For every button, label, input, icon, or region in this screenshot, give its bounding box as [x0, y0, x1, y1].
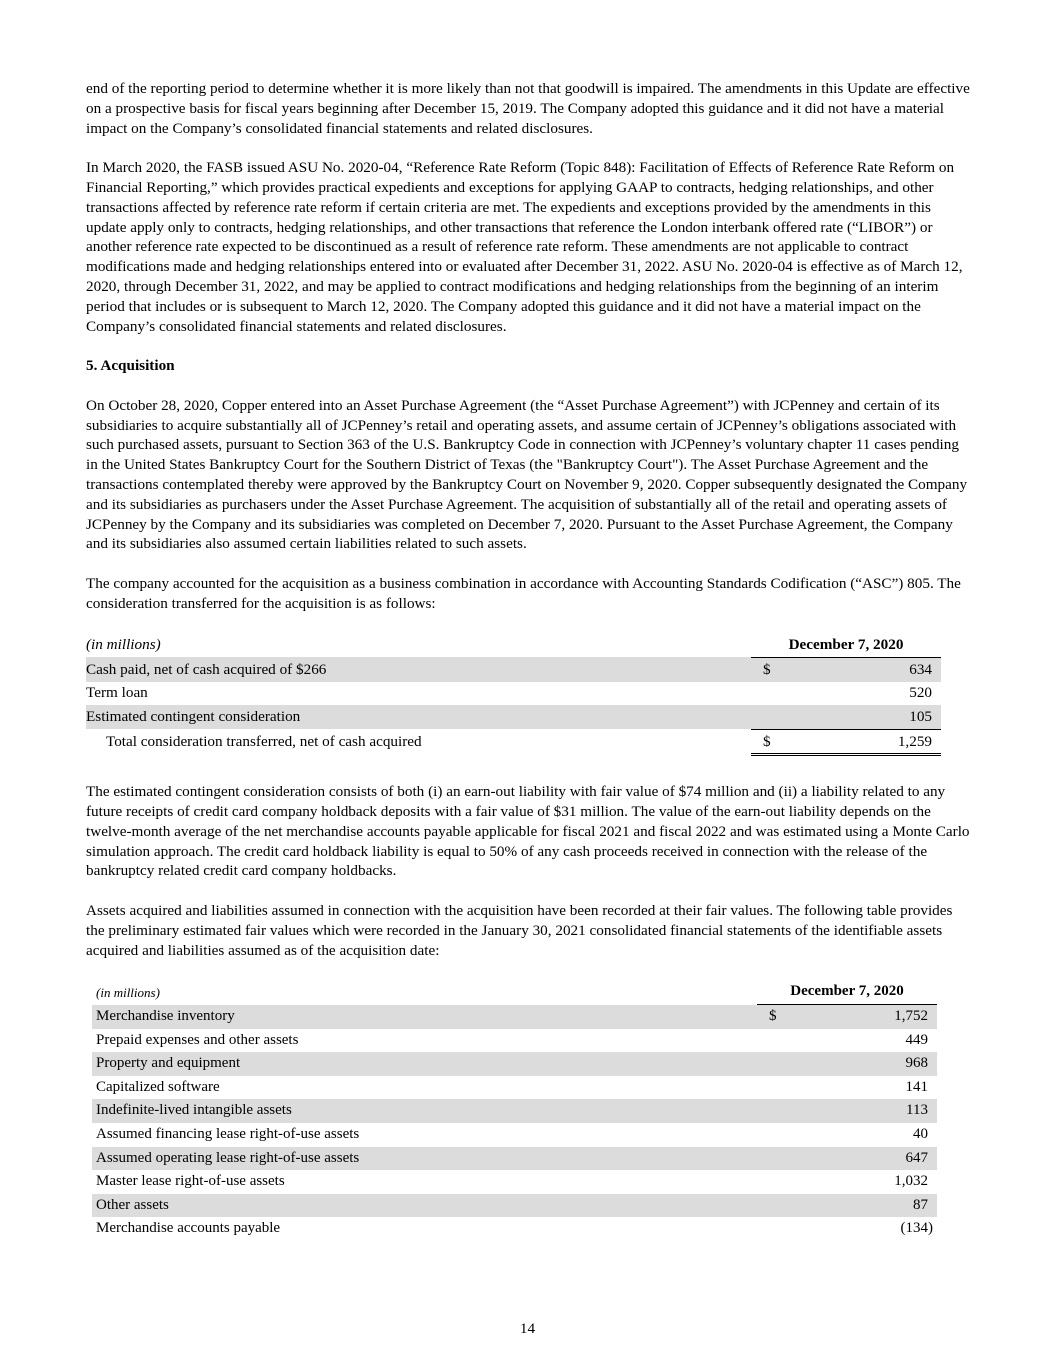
document-page: [86, 79, 971, 1241]
dollar-sign: [757, 1099, 797, 1123]
date-column-header: December 7, 2020: [751, 633, 941, 657]
dollar-sign: $: [751, 729, 791, 755]
row-value: 634: [791, 657, 941, 681]
paragraph-asset-purchase: On October 28, 2020, Copper entered into an Asset Purchase Agreement (the “Asset Purchase Agreement”) with JCPenney and certain of its subsidiaries to acquire substantially all of JCPenney’s retail and operating assets, and assume certain of JCPenney’s obligations associated with such purchased assets, pursuant to Section 363 of the U.S. Bankruptcy Code in connection with JCPenney’s voluntary chapter 11 cases pending in the United States Bankruptcy Court for the Southern District of Texas (the "Bankruptcy Court"). The Asset Purchase Agreement and the transactions contemplated thereby were approved by the Bankruptcy Court on November 9, 2020. Copper subsequently designated the Company and its subsidiaries as purchasers under the Asset Purchase Agreement. The acquisition of substantially all of the retail and operating assets of JCPenney by the Company and its subsidiaries was completed on December 7, 2020. Pursuant to the Asset Purchase Agreement, the Company and its subsidiaries also assumed certain liabilities related to such assets.: [86, 396, 968, 553]
row-label: Capitalized software: [96, 1078, 220, 1095]
dollar-sign: [757, 1076, 797, 1100]
table-row: [92, 1052, 937, 1076]
row-value: 968: [797, 1052, 937, 1076]
row-label: Indefinite-lived intangible assets: [92, 1099, 757, 1123]
paragraph-goodwill: end of the reporting period to determine whether it is more likely than not that goodwill is impaired. The amendments in this Update are effective on a prospective basis for fiscal years beginning after December 15, 2019. The Company adopted this guidance and it did not have a material impact on the Company’s consolidated financial statements and related disclosures.: [86, 80, 970, 137]
dollar-sign: $: [751, 657, 791, 681]
consideration-table: [86, 633, 941, 756]
dollar-sign: [757, 1147, 797, 1171]
paragraph-consideration-intro: The company accounted for the acquisition as a business combination in accordance with Accounting Standards Codification (“ASC”) 805. The consideration transferred for the acquisition is as follows:: [86, 574, 961, 612]
row-value: (134): [900, 1220, 933, 1237]
row-value: 105: [791, 705, 941, 729]
row-label: Assumed operating lease right-of-use assets: [92, 1147, 757, 1171]
table-row: [92, 1217, 937, 1241]
row-value: 1,032: [894, 1173, 928, 1190]
dollar-sign: [751, 705, 791, 729]
dollar-sign: $: [757, 1005, 797, 1029]
unit-label: (in millions): [86, 636, 161, 654]
row-label: Property and equipment: [92, 1052, 757, 1076]
table-row: [92, 1147, 937, 1171]
dollar-sign: [757, 1029, 797, 1053]
row-label: Merchandise accounts payable: [96, 1220, 281, 1237]
table-row: [92, 1099, 937, 1123]
row-value: 1,752: [797, 1005, 937, 1029]
row-label: Master lease right-of-use assets: [96, 1173, 285, 1190]
table-header-row: [86, 633, 941, 657]
row-label: Cash paid, net of cash acquired of $266: [86, 657, 751, 681]
row-value: 520: [909, 684, 932, 702]
row-value: 113: [797, 1099, 937, 1123]
table-row: [92, 1005, 937, 1029]
table-row: [86, 657, 941, 681]
paragraph-fair-values: Assets acquired and liabilities assumed in connection with the acquisition have been recorded at their fair values. The following table provides the preliminary estimated fair values which were recorded in the January 30, 2021 consolidated financial statements of the identifiable assets acquired and liabilities assumed as of the acquisition date:: [86, 902, 953, 959]
paragraph-contingent-consideration: The estimated contingent consideration consists of both (i) an earn-out liability with fair value of $74 million and (ii) a liability related to any future receipts of credit card company holdback deposits with a fair value of $31 million. The value of the earn-out liability depends on the twelve-month average of the net merchandise accounts payable applicable for fiscal 2021 and fiscal 2022 and was estimated using a Monte Carlo simulation approach. The credit card holdback liability is equal to 50% of any cash proceeds received in connection with the release of the bankruptcy related credit card company holdbacks.: [86, 783, 970, 880]
row-label: Term loan: [86, 684, 148, 702]
dollar-sign: [751, 682, 791, 706]
total-label: Total consideration transferred, net of cash acquired: [106, 733, 422, 751]
table-header-row: [92, 980, 937, 1004]
table-row: [92, 1029, 937, 1053]
dollar-sign: [757, 1170, 797, 1194]
table-row: [86, 705, 941, 729]
section-heading-acquisition: 5. Acquisition: [86, 357, 175, 375]
row-label: Merchandise inventory: [92, 1005, 757, 1029]
table-row: [92, 1170, 937, 1194]
dollar-sign: [757, 1123, 797, 1147]
table-row: [92, 1194, 937, 1218]
row-value: 87: [797, 1194, 937, 1218]
date-column-header: December 7, 2020: [757, 980, 937, 1004]
total-value: 1,259: [791, 729, 941, 755]
fair-value-table: [92, 980, 937, 1241]
table-total-row: [86, 729, 941, 755]
row-label: Other assets: [92, 1194, 757, 1218]
dollar-sign: [757, 1052, 797, 1076]
row-value: 40: [913, 1125, 928, 1142]
row-value: 647: [797, 1147, 937, 1171]
row-value: 449: [905, 1031, 928, 1048]
dollar-sign: [757, 1217, 797, 1241]
row-label: Assumed financing lease right-of-use assets: [96, 1125, 360, 1142]
table-row: [86, 682, 941, 706]
page-number: 14: [519, 1320, 536, 1337]
row-value: 141: [905, 1078, 928, 1095]
row-label: Estimated contingent consideration: [86, 705, 751, 729]
table-row: [92, 1076, 937, 1100]
dollar-sign: [757, 1194, 797, 1218]
paragraph-asu-2020-04: In March 2020, the FASB issued ASU No. 2020-04, “Reference Rate Reform (Topic 848): Facilitation of Effects of Reference Rate Reform on Financial Reporting,” which provides practical expedients and exceptions for applying GAAP to contracts, hedging relationships, and other transactions affected by reference rate reform if certain criteria are met. The expedients and exceptions provided by the amendments in this update apply only to contracts, hedging relationships, and other transactions that reference the London interbank offered rate (“LIBOR”) or another reference rate expected to be discontinued as a result of reference rate reform. These amendments are not applicable to contract modifications made and hedging relationships entered into or evaluated after December 31, 2022. ASU No. 2020-04 is effective as of March 12, 2020, through December 31, 2022, and may be applied to contract modifications and hedging relationships from the beginning of an interim period that includes or is subsequent to March 12, 2020. The Company adopted this guidance and it did not have a material impact on the Company’s consolidated financial statements and related disclosures.: [86, 159, 963, 335]
row-label: Prepaid expenses and other assets: [96, 1031, 299, 1048]
table-row: [92, 1123, 937, 1147]
unit-label: (in millions): [96, 984, 160, 1000]
